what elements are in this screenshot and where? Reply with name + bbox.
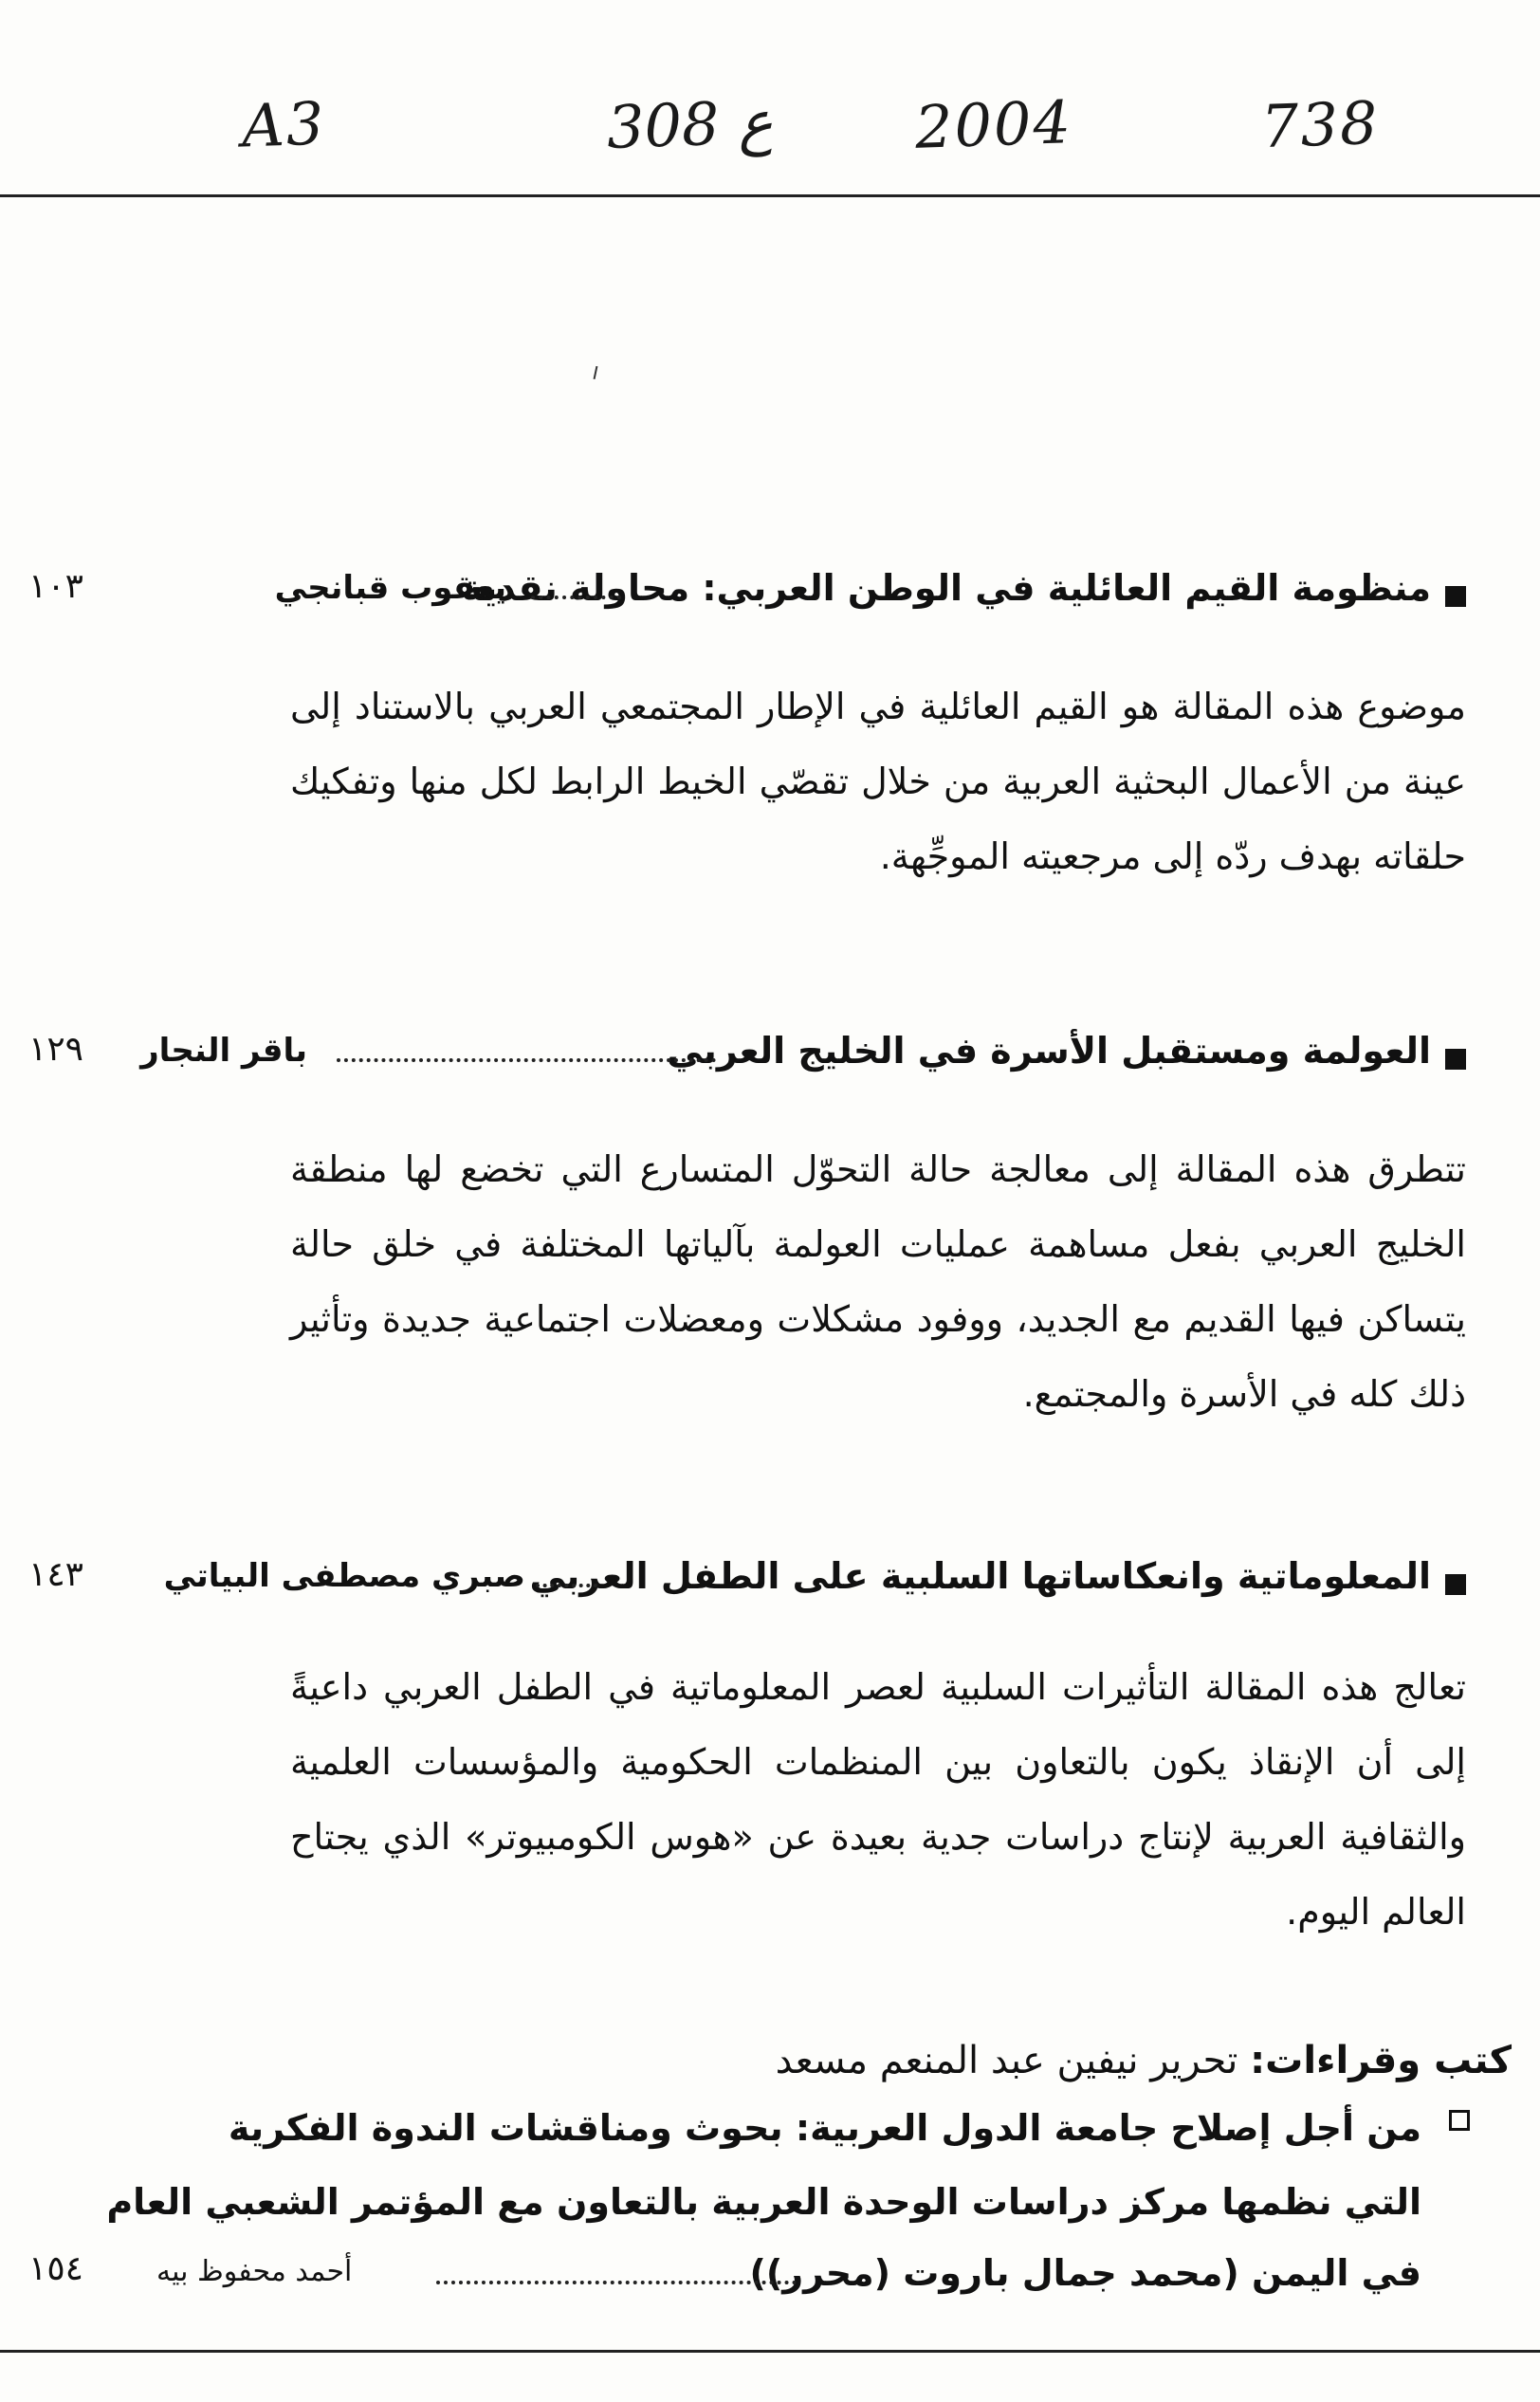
book-title-line-3: في اليمن (محمد جمال باروت (محرر)): [749, 2252, 1421, 2294]
book-title-line-2: التي نظمها مركز دراسات الوحدة العربية بالتعاون مع المؤتمر الشعبي العام: [106, 2181, 1421, 2223]
leader-dots: [337, 1058, 716, 1062]
bullet-open-square-icon: [1449, 2110, 1470, 2131]
entry-author: باقر النجار: [140, 1032, 307, 1070]
entry-author: صبري مصطفى البياتي: [163, 1557, 525, 1595]
books-editor: تحرير نيفين عبد المنعم مسعد: [775, 2039, 1238, 2082]
bullet-square-icon: [1445, 1574, 1466, 1595]
entry-title: العولمة ومستقبل الأسرة في الخليج العربي: [667, 1030, 1431, 1072]
book-title-line-1: من أجل إصلاح جامعة الدول العربية: بحوث ومناقشات الندوة الفكرية: [228, 2107, 1421, 2149]
entry-title: منظومة القيم العائلية في الوطن العربي: محاولة نقدية: [461, 567, 1431, 609]
leader-dots: [536, 1584, 597, 1587]
books-label: كتب وقراءات:: [1250, 2039, 1512, 2082]
bullet-square-icon: [1445, 586, 1466, 607]
entry-abstract: تعالج هذه المقالة التأثيرات السلبية لعصر المعلوماتية في الطفل العربي داعيةً إلى أن الإنقاذ يكون بالتعاون بين المنظمات الحكومية والمؤسسات العلمية والثقافية العربية لإنتاج دراسات جدية بعيدة عن «هوس الكومبيوتر» الذي يجتاح العالم اليوم.: [290, 1666, 1466, 1933]
entry-head: [0, 1030, 1540, 1087]
handwritten-note-a3: A3: [240, 88, 327, 161]
entry-abstract: موضوع هذه المقالة هو القيم العائلية في الإطار المجتمعي العربي بالاستناد إلى عينة من الأعمال البحثية العربية من خلال تقصّي الخيط الرابط لكل منها وتفكيك حلقاته بهدف ردّه إلى مرجعيته الموجِّهة.: [290, 686, 1466, 877]
entry-title: المعلوماتية وانعكاساتها السلبية على الطفل العربي: [529, 1555, 1431, 1597]
leader-dots: [531, 596, 621, 599]
handwritten-note-classification: 308 ع: [605, 86, 775, 163]
handwritten-note-year: 2004: [913, 87, 1074, 162]
stray-mark: [594, 366, 598, 379]
top-rule: [0, 194, 1540, 197]
leader-dots: [436, 2281, 797, 2284]
books-section-heading: [776, 2039, 1512, 2082]
entry-page-number: ١٠٣: [28, 567, 84, 606]
entry-page-number: ١٢٩: [28, 1030, 84, 1069]
bottom-rule: [0, 2350, 1540, 2353]
entry-page-number: ١٤٣: [28, 1555, 84, 1594]
entry-head: [0, 567, 1540, 624]
handwritten-note-number: 738: [1259, 87, 1381, 162]
entry-head: [0, 1555, 1540, 1612]
book-page-number: ١٥٤: [28, 2249, 84, 2288]
entry-abstract: تتطرق هذه المقالة إلى معالجة حالة التحوّل المتسارع التي تخضع لها منطقة الخليج العربي بفعل مساهمة عمليات العولمة بآلياتها المختلفة في خلق حالة يتساكن فيها القديم مع الجديد، ووفود مشكلات ومعضلات اجتماعية جديدة وتأثير ذلك كله في الأسرة والمجتمع.: [290, 1148, 1466, 1415]
bullet-square-icon: [1445, 1049, 1466, 1070]
book-author: أحمد محفوظ بيه: [156, 2255, 353, 2288]
entry-author: يعقوب قبانجي: [274, 569, 506, 607]
